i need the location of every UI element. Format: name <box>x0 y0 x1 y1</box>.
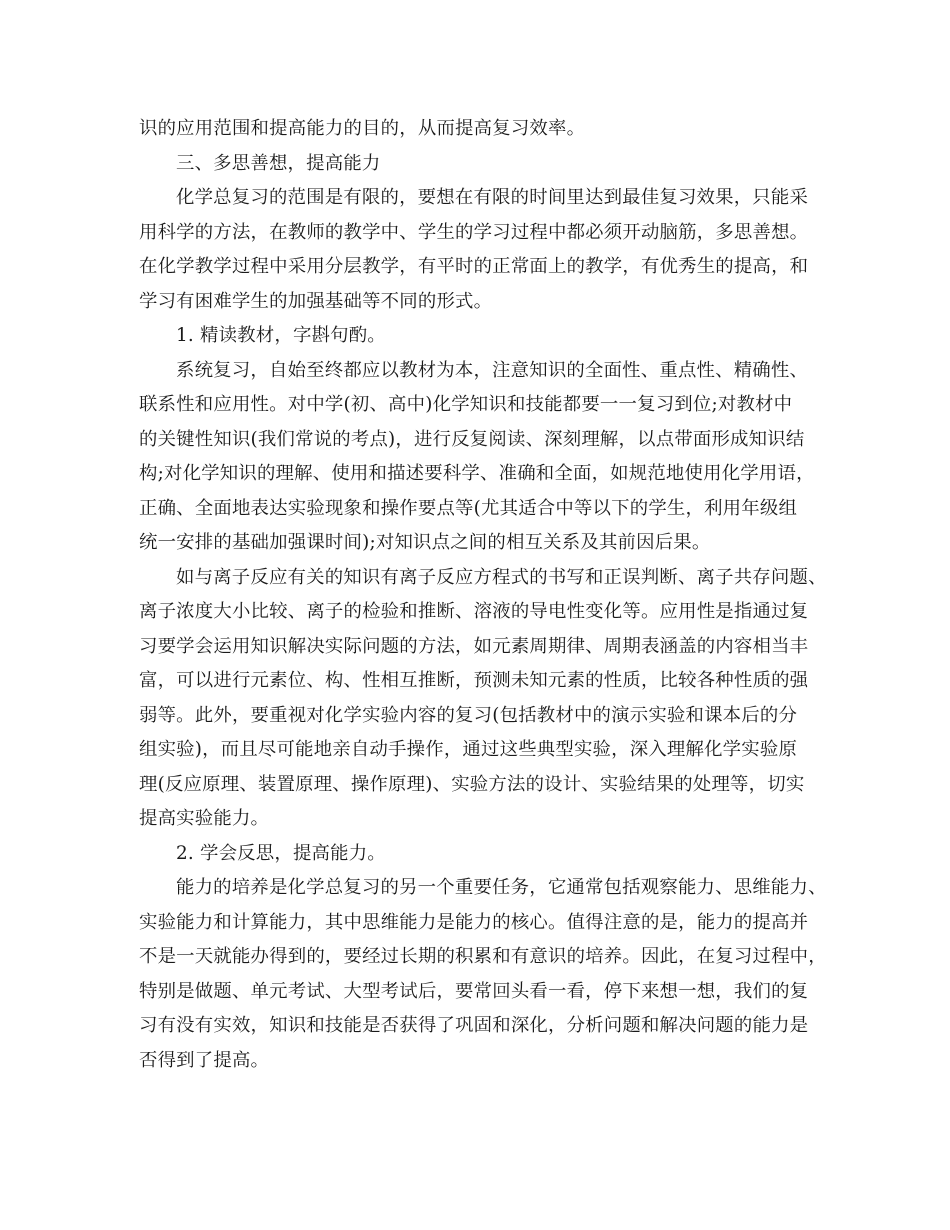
heading-text: 2. 学会反思，提高能力。 <box>176 842 386 864</box>
text-line: 习要学会运用知识解决实际问题的方法，如元素周期律、周期表涵盖的内容相当丰 <box>139 635 809 657</box>
text-line: 学习有困难学生的加强基础等不同的形式。 <box>139 290 493 312</box>
document-page <box>139 112 829 1078</box>
text-line: 在化学教学过程中采用分层教学，有平时的正常面上的教学，有优秀生的提高，和 <box>139 256 809 277</box>
text-line: 习有没有实效，知识和技能是否获得了巩固和深化，分析问题和解决问题的能力是 <box>139 1015 809 1036</box>
text-line: 构;对化学知识的理解、使用和描述要科学、准确和全面，如规范地使用化学用语， <box>139 463 815 484</box>
text-line: 用科学的方法，在教师的教学中、学生的学习过程中都必须开动脑筋，多思善想。 <box>139 221 809 243</box>
text-line: 统一安排的基础加强课时间);对知识点之间的相互关系及其前因后果。 <box>139 532 711 553</box>
section-heading-three <box>139 147 829 182</box>
paragraph-continuation <box>139 112 829 147</box>
text-line: 弱等。此外，要重视对化学实验内容的复习(包括教材中的演示实验和课本后的分 <box>139 704 798 726</box>
text-line: 联系性和应用性。对中学(初、高中)化学知识和技能都要一一复习到位;对教材中 <box>139 394 793 415</box>
subheading-two <box>139 837 829 872</box>
heading-text: 1. 精读教材，字斟句酌。 <box>176 325 386 346</box>
text-line: 提高实验能力。 <box>139 808 270 829</box>
text-line: 识的应用范围和提高能力的目的，从而提高复习效率。 <box>139 118 586 139</box>
text-line: 富，可以进行元素位、构、性相互推断，预测未知元素的性质，比较各种性质的强 <box>139 670 809 691</box>
paragraph-ion-reaction <box>139 561 829 837</box>
text-line: 特别是做题、单元考试、大型考试后，要常回头看一看，停下来想一想，我们的复 <box>139 980 809 1002</box>
paragraph-ability <box>139 871 829 1078</box>
text-line: 组实验)，而且尽可能地亲自动手操作，通过这些典型实验，深入理解化学实验原 <box>139 739 798 760</box>
text-line: 能力的培养是化学总复习的另一个重要任务，它通常包括观察能力、思维能力、 <box>176 877 827 898</box>
text-line: 正确、全面地表达实验现象和操作要点等(尤其适合中等以下的学生，利用年级组 <box>139 497 798 519</box>
text-line: 否得到了提高。 <box>139 1049 270 1071</box>
text-line: 化学总复习的范围是有限的，要想在有限的时间里达到最佳复习效果，只能采 <box>176 187 809 208</box>
text-line: 不是一天就能办得到的，要经过长期的积累和有意识的培养。因此，在复习过程中， <box>139 946 827 967</box>
text-line: 理(反应原理、装置原理、操作原理)、实验方法的设计、实验结果的处理等，切实 <box>139 773 805 795</box>
heading-text: 三、多思善想，提高能力 <box>176 152 381 174</box>
paragraph-scope <box>139 181 829 319</box>
text-line: 的关键性知识(我们常说的考点)，进行反复阅读、深刻理解，以点带面形成知识结 <box>139 428 805 450</box>
text-line: 离子浓度大小比较、离子的检验和推断、溶液的导电性变化等。应用性是指通过复 <box>139 601 809 622</box>
text-line: 如与离子反应有关的知识有离子反应方程式的书写和正误判断、离子共存问题、 <box>176 566 827 588</box>
text-line: 系统复习，自始至终都应以教材为本，注意知识的全面性、重点性、精确性、 <box>176 359 809 381</box>
paragraph-textbook <box>139 354 829 561</box>
subheading-one <box>139 319 829 354</box>
text-line: 实验能力和计算能力，其中思维能力是能力的核心。值得注意的是，能力的提高并 <box>139 911 809 933</box>
